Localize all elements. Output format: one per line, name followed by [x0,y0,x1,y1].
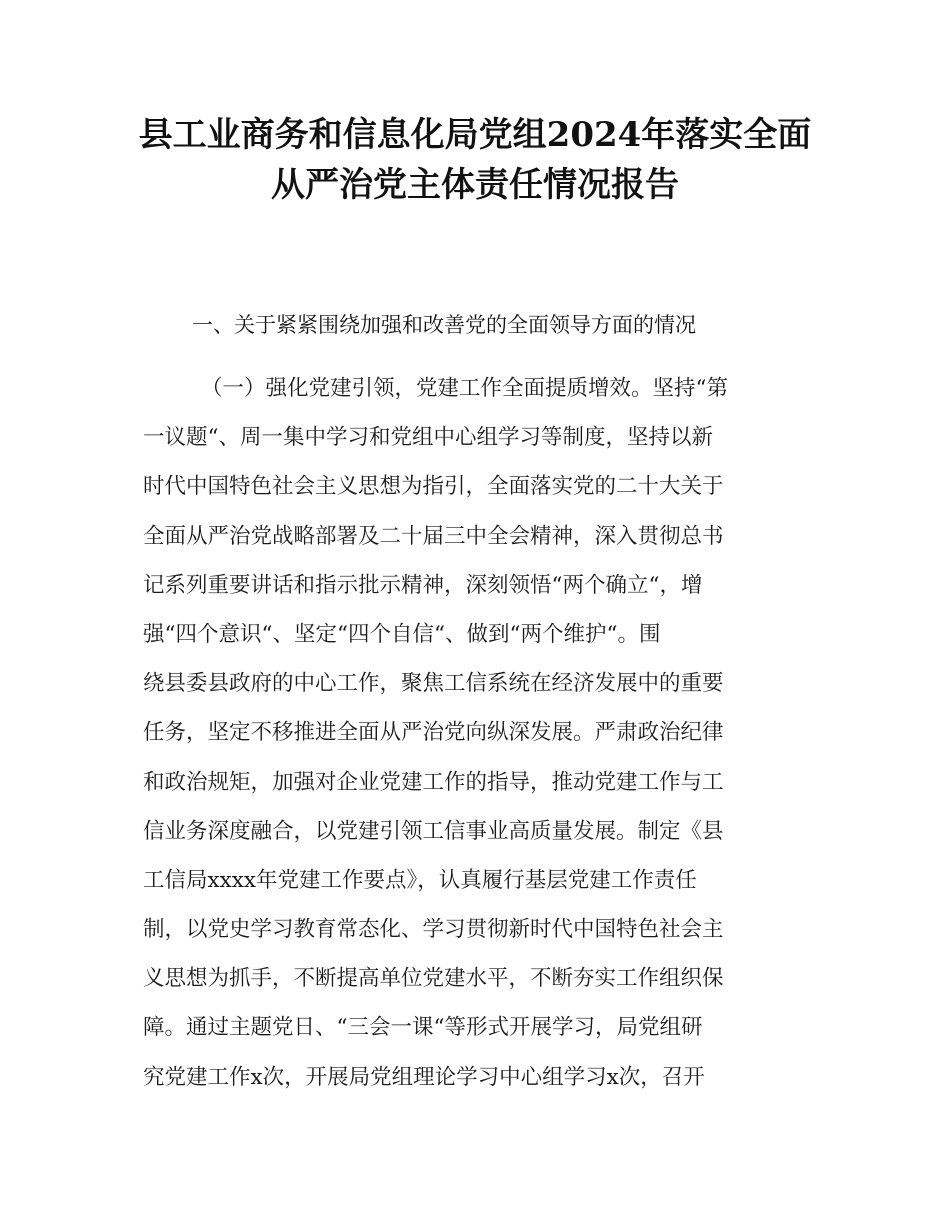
paragraph-line: 和政治规矩，加强对企业党建工作的指导，推动党建工作与工 [143,769,724,795]
title-line-1: 县工业商务和信息化局党组2024年落实全面 [138,115,812,155]
paragraph-line-text: 坚持“第 [652,376,729,401]
paragraph-line: 一议题“、周一集中学习和党组中心组学习等制度，坚持以新 [143,425,713,451]
paragraph-line: 制，以党史学习教育常态化、学习贯彻新时代中国特色社会主 [143,917,724,943]
paragraph-line: 绕县委县政府的中心工作，聚焦工信系统在经济发展中的重要 [143,671,724,697]
paragraph-line: 义思想为抓手，不断提高单位党建水平，不断夯实工作组织保 [143,966,724,992]
title-line-2: 从严治党主体责任情况报告 [271,165,679,205]
paragraph-line [143,369,813,418]
paragraph-line: 强“四个意识“、坚定“四个自信“、做到“两个维护“。围 [143,621,661,647]
paragraph-line: 究党建工作x次，开展局党组理论学习中心组学习x次，召开 [143,1064,705,1090]
paragraph-line: 障。通过主题党日、“三会一课“等形式开展学习，局党组研 [143,1015,703,1041]
paragraph-line: 时代中国特色社会主义思想为指引，全面落实党的二十大关于 [143,474,724,500]
document-title [110,110,840,210]
paragraph-line: 任务，坚定不移推进全面从严治党向纵深发展。严肃政治纪律 [143,720,724,746]
section-heading: 一、关于紧紧围绕加强和改善党的全面领导方面的情况 [192,313,696,337]
paragraph-line: 全面从严治党战略部署及二十届三中全会精神，深入贯彻总书 [143,523,724,549]
paragraph-line: 工信局xxxx年党建工作要点》，认真履行基层党建工作责任 [143,867,697,893]
paragraph-lead: （一）强化党建引领，党建工作全面提质增效。 [201,376,653,401]
paragraph-line: 信业务深度融合，以党建引领工信事业高质量发展。制定《县 [143,818,724,844]
paragraph [143,369,813,1107]
paragraph-line: 记系列重要讲话和指示批示精神，深刻领悟“两个确立“，增 [143,572,703,598]
